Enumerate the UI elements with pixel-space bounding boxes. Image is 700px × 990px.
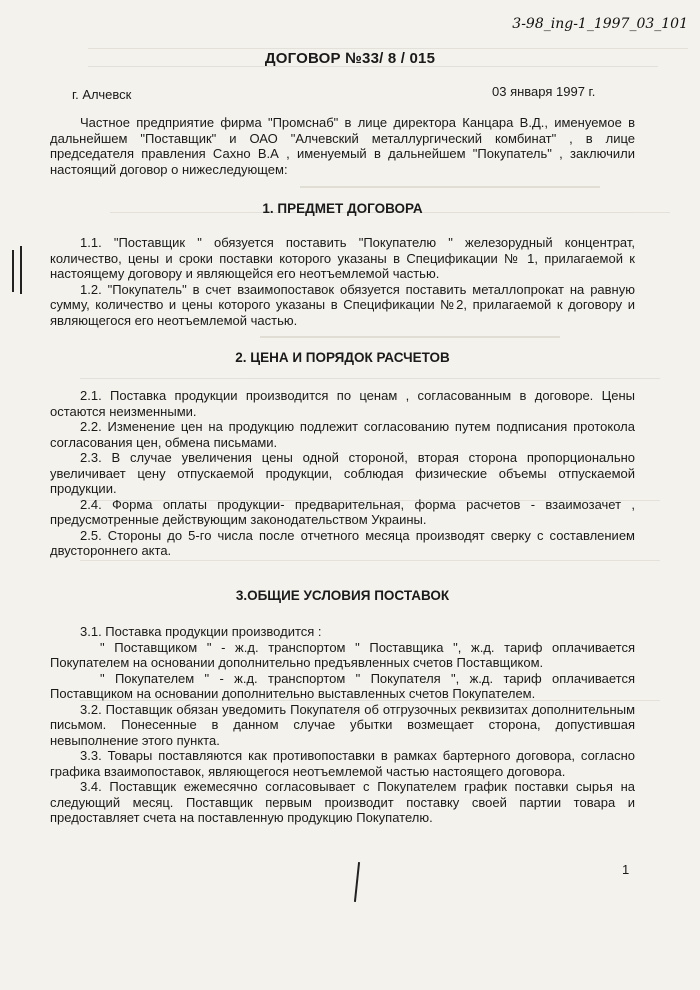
section-2-heading: 2. ЦЕНА И ПОРЯДОК РАСЧЕТОВ [235,350,450,365]
clause-1-2: 1.2. "Покупатель" в счет взаимопоставок обязуется поставить металлопрокат на равную сумму, количество и цены которого указаны в Спецификации №2, прилагаемой к договору и являющегося его неотъемлемой частью. [50,281,635,328]
intro-paragraph [50,115,635,177]
clause-2-3: 2.3. В случае увеличения цены одной стороной, вторая сторона пропорционально увеличивает цену отпускаемой продукции, соблюдая физические объемы отпускаемой продукции. [50,450,635,496]
document-id-stamp: 3-98_ing-1_1997_03_101 [512,16,688,32]
clause-3-1-supplier: " Поставщиком " - ж.д. транспортом " Поставщика ", ж.д. тариф оплачивается Покупателем на основании дополнительно предъявленных счетов Поставщиком. [50,639,635,670]
section-2 [50,350,635,366]
clause-2-1: 2.1. Поставка продукции производится по ценам , согласованным в договоре. Цены остаются неизменными. [50,388,635,419]
intro-text: Частное предприятие фирма "Промснаб" в лице директора Канцара В.Д., именуемое в дальнейшем "Поставщик" и ОАО "Алчевский металлургический комбинат" , в лице председателя правления Сахно В.А , именуемый в дальнейшем "Покупатель" , заключили настоящий договор о нижеследующем: [50,115,635,177]
clause-3-1: 3.1. Поставка продукции производится : [80,624,322,639]
section-1 [50,201,635,217]
clause-2-2: 2.2. Изменение цен на продукцию подлежит согласованию путем подписания протокола согласования цен, обмена письмами. [50,419,635,450]
document-date: 03 января 1997 г. [492,84,596,99]
section-1-body [50,235,635,328]
section-3-heading: 3.ОБЩИЕ УСЛОВИЯ ПОСТАВОК [235,588,450,603]
clause-3-3: 3.3. Товары поставляются как противопоставки в рамках бартерного договора, согласно графика взаимопоставок, являющегося неотъемлемой частью настоящего договора. [50,748,635,779]
section-3 [50,588,635,604]
page-number: 1 [622,862,630,877]
section-1-heading: 1. ПРЕДМЕТ ДОГОВОРА [262,201,423,216]
margin-mark-left-2 [20,246,22,294]
clause-3-4: 3.4. Поставщик ежемесячно согласовывает с Покупателем график поставки сырья на следующий месяц. Поставщик первым производит поставку своей партии товара и предоставляет счета на поставленную продукцию Покупателю. [50,779,635,825]
document-title: ДОГОВОР №33/ 8 / 015 [264,50,436,67]
clause-3-1-buyer: " Покупателем " - ж.д. транспортом " Покупателя ", ж.д. тариф оплачивается Поставщиком на основании дополнительно выставленных счетов Покупателем. [50,670,635,701]
clause-2-4: 2.4. Форма оплаты продукции- предварительная, форма расчетов - взаимозачет , предусмотренные действующим законодательством Украины. [50,496,635,527]
section-3-body [50,624,635,826]
clause-2-5: 2.5. Стороны до 5-го числа после отчетного месяца производят сверку с составлением двустороннего акта. [50,527,635,558]
section-2-body [50,388,635,559]
document-city: г. Алчевск [72,87,132,102]
clause-3-2: 3.2. Поставщик обязан уведомить Покупателя об отгрузочных реквизитах дополнительным письмом. Понесенные в данном случае убытки возмещает сторона, допустившая невыполнение этого пункта. [50,701,635,748]
margin-mark-left [12,250,14,292]
clause-1-1: 1.1. "Поставщик " обязуется поставить "Покупателю " железорудный концентрат, количество, цены и сроки поставки которого указаны в Спецификации № 1, прилагаемой к настоящему договору и являющейся его неотъемлемой частью. [50,235,635,281]
